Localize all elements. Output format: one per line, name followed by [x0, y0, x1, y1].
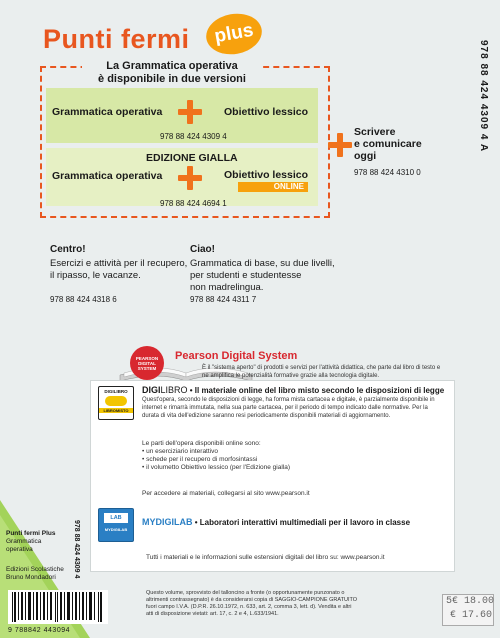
- ciao-title: Ciao!: [190, 244, 215, 255]
- corner-title-3: operativa: [6, 546, 33, 553]
- corner-publisher: [6, 566, 64, 582]
- centro-title: Centro!: [50, 244, 86, 255]
- version2-right: Obiettivo lessico: [224, 169, 309, 181]
- digital-footnote: Tutti i materiali e le informazioni sulle estensioni digitali del libro su: www.pearson.it: [146, 554, 385, 561]
- plus-icon: [178, 100, 202, 124]
- ciao-text: [190, 258, 335, 294]
- plus-icon: [328, 133, 352, 157]
- plus-badge: plus: [203, 9, 265, 58]
- pearson-digital-system-title: Pearson Digital System: [175, 350, 298, 362]
- mydigilab-icon-bottom: MYDIGILAB: [104, 527, 128, 532]
- corner-title-1: Punti fermi Plus: [6, 530, 56, 537]
- digilibro-parts: [142, 440, 442, 472]
- centro-text: [50, 258, 187, 282]
- parts-item: • un eserciziario interattivo: [142, 448, 218, 455]
- corner-title: [6, 530, 55, 554]
- centro-line-1: Esercizi e attività per il recupero,: [50, 258, 188, 269]
- scrivere-isbn: 978 88 424 4310 0: [354, 168, 421, 177]
- corner-title-2: Grammatica: [6, 538, 42, 545]
- digi-brand-b: LIBRO: [160, 385, 188, 395]
- centro-line-2: il ripasso, le vacanze.: [50, 270, 141, 281]
- page-title: Punti fermi: [43, 24, 190, 54]
- parts-item: • il volumetto Obiettivo lessico (per l'Edizione gialla): [142, 464, 291, 471]
- legal-notice: Questo volume, sprovvisto del talloncino a fronte (o opportunamente punzonato o altrimenti contrassegnato) è da considerarsi copia di SAGGIO-CAMPIONE GRATUITO fuori campo I.V.A. (D.P.R. 26.10.1972, n. 633, art. 2, comma 3, lett. d). Vendita e altri atti di disposizione vietati: art. 17, c. 2 e 4, L.633/1941.: [146, 590, 358, 617]
- version1-right: Obiettivo lessico: [224, 106, 309, 118]
- corner-pub-1: Edizioni Scolastiche: [6, 566, 64, 573]
- corner-pub-2: Bruno Mondadori: [6, 574, 56, 581]
- version1-left: Grammatica operativa: [52, 106, 163, 118]
- version1-isbn: 978 88 424 4309 4: [160, 132, 227, 141]
- mydigilab-headline-text: • Laboratori interattivi multimediali per il lavoro in classe: [192, 518, 411, 527]
- digilibro-icon-bottom: LIBROMISTO: [99, 408, 133, 413]
- barcode-number: 9 788842 443094: [8, 627, 70, 634]
- pearson-logo: [130, 346, 164, 380]
- mydigilab-icon: [98, 508, 134, 542]
- scrivere-line-1: Scrivere: [354, 126, 396, 138]
- ciao-line-1: Grammatica di base, su due livelli,: [190, 258, 335, 269]
- logo-line-3: SYSTEM: [137, 365, 157, 371]
- parts-intro: Le parti dell'opera disponibili online sono:: [142, 440, 261, 447]
- scrivere-title: [354, 126, 422, 162]
- parts-item: • schede per il recupero di morfosintassi: [142, 456, 258, 463]
- barcode: [8, 590, 108, 624]
- digilibro-icon: [98, 386, 134, 420]
- online-badge: ONLINE: [238, 182, 308, 192]
- corner-isbn: 978 88 424 4309 4: [73, 520, 80, 579]
- plus-icon: [178, 166, 202, 190]
- digilibro-text: Quest'opera, secondo le disposizioni di legge, ha forma mista cartacea e digitale, è parzialmente disponibile in internet e rimarrà immutata, nella sua parte cartacea, per il periodo di tempo indicato dalle normative. Per la durata di vita dell'edizione saranno resi periodicamente disponibili materiali di aggiornamento.: [142, 397, 435, 419]
- price-2: € 17.60: [450, 610, 493, 621]
- intro-line-1: La Grammatica operativa: [106, 60, 238, 72]
- mydigilab-headline: [142, 517, 410, 527]
- logo-line-2: DIGITAL: [138, 360, 156, 366]
- ciao-line-3: non madrelingua.: [190, 282, 264, 293]
- pearson-digital-system-desc: È il "sistema aperto" di prodotti e servizi per l'attività didattica, che parte dal libro di testo e ne amplifica le potenzialità formative grazie alla tecnologia digitale.: [202, 365, 441, 379]
- intro-line-2: è disponibile in due versioni: [98, 73, 246, 85]
- digilibro-access: Per accedere ai materiali, collegarsi al sito www.pearson.it: [142, 490, 310, 497]
- price-1: 5€ 18.00: [446, 596, 495, 607]
- vertical-isbn: 978 88 424 4309 4 A: [478, 40, 489, 153]
- digilibro-icon-top: DIGILIBRO: [104, 389, 128, 394]
- digilibro-headline: [142, 385, 444, 395]
- digilibro-headline-text: • Il materiale online del libro misto secondo le disposizioni di legge: [187, 386, 445, 395]
- scrivere-line-2: e comunicare: [354, 138, 422, 150]
- centro-isbn: 978 88 424 4318 6: [50, 295, 117, 304]
- digi-brand-a: DIGI: [142, 385, 161, 395]
- version2-left: Grammatica operativa: [52, 170, 163, 182]
- versions-intro: [82, 60, 262, 86]
- version2-isbn: 978 88 424 4694 1: [160, 199, 227, 208]
- mydigilab-icon-top: LAB: [104, 513, 128, 523]
- digilibro-icon-pill: [105, 396, 127, 406]
- edition-label: EDIZIONE GIALLA: [146, 152, 238, 164]
- ciao-line-2: per studenti e studentesse: [190, 270, 302, 281]
- scrivere-line-3: oggi: [354, 150, 377, 162]
- ciao-isbn: 978 88 424 4311 7: [190, 295, 257, 304]
- mydigilab-brand: MYDIGILAB: [142, 517, 193, 527]
- logo-line-1: PEARSON: [135, 355, 159, 361]
